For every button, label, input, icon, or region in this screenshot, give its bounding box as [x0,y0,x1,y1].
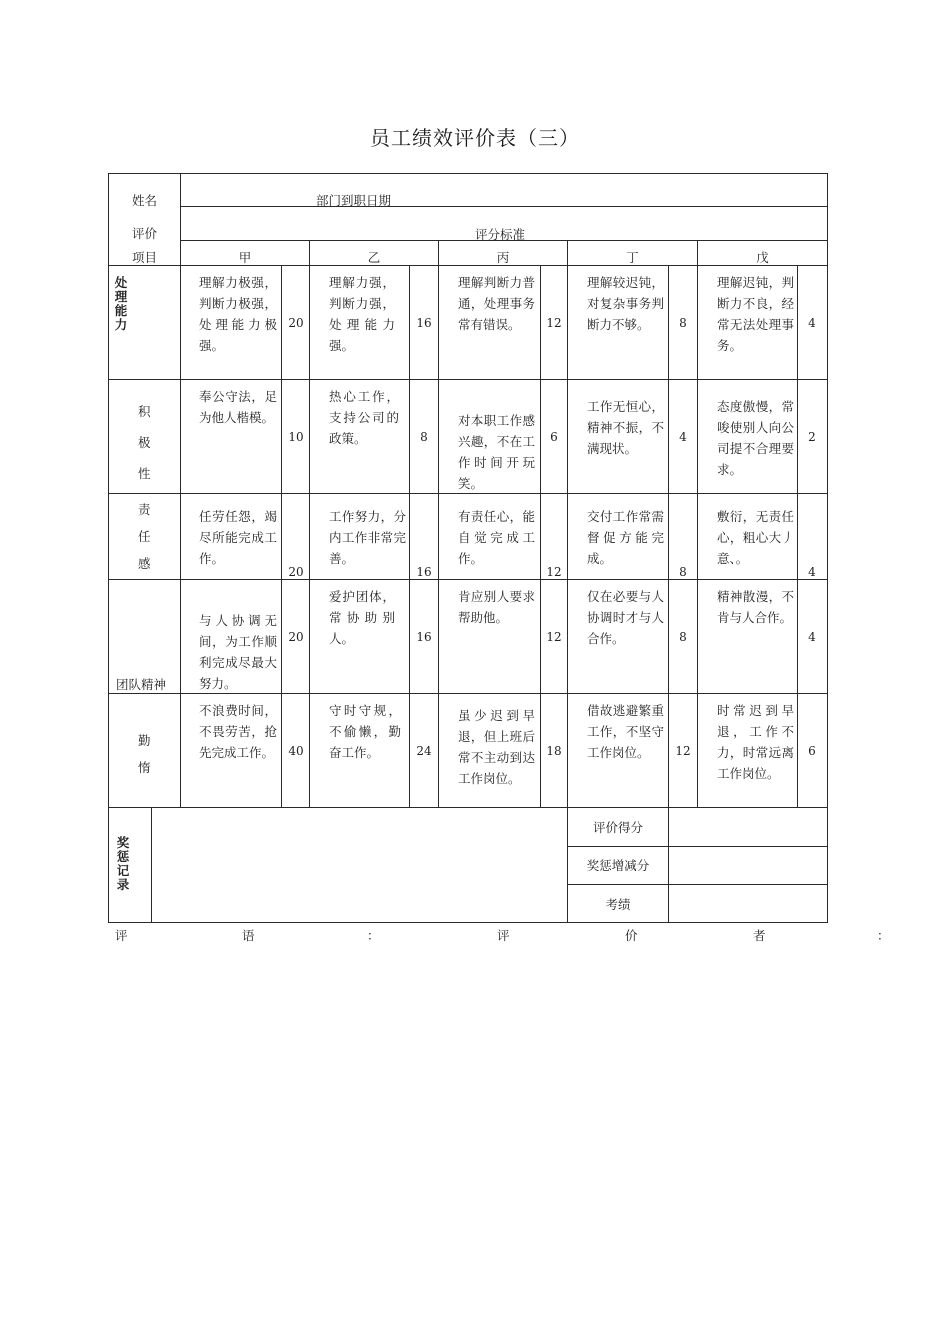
row2-wu-score: 4 [808,565,816,579]
row4-yi-text: 守时守规，不偷懒，勤奋工作。 [329,703,401,760]
row0-yi-score: 16 [416,316,432,330]
row1-ding-text: 工作无恒心，精神不振，不满现状。 [587,399,664,456]
row2-ding-score: 8 [679,565,687,579]
row3-ding-text: 仅在必要与人协调时才与人合作。 [587,589,664,646]
row3-jia-text: 与人协调无间，为工作顺利完成尽最大努力。 [199,613,277,691]
row1-bing-text: 对本职工作感兴趣，不在工作时间开玩笑。 [458,413,535,491]
row0-jia-text: 理解力极强，判断力极强，处理能力极强。 [199,275,277,353]
row4-wu-score: 6 [808,744,816,758]
page-title: 员工绩效评价表（三） [370,126,580,150]
row1-jia-score: 10 [288,430,304,444]
row3-ding-score: 8 [679,630,687,644]
footer-char: 评 [497,928,510,943]
row2-ding-text: 交付工作常需督促方能完成。 [587,509,664,566]
eval-label: 评价 [132,226,158,241]
row3-yi-text: 爱护团体，常协助别人。 [329,589,395,646]
row1-yi-score: 8 [420,430,428,444]
row1-bing-score: 6 [550,430,558,444]
row0-wu-score: 4 [808,316,816,330]
row4-bing-text: 虽少迟到早退，但上班后常不主动到达工作岗位。 [458,708,535,786]
row2-jia-text: 任劳任怨，竭尽所能完成工作。 [199,509,277,566]
row2-yi-text: 工作努力，分内工作非常完善。 [329,509,406,566]
dept-date-label: 部门到职日期 [316,193,392,208]
row4-ding-score: 12 [675,744,691,758]
row-label-teamwork: 团队精神 [116,677,167,692]
footer-char: 评 [115,928,128,943]
row0-bing-text: 理解判断力普通，处理事务常有错误。 [458,275,535,332]
grade-bing: 丙 [496,250,510,265]
grade-ding: 丁 [626,250,639,265]
row2-bing-score: 12 [546,565,562,579]
row0-ding-score: 8 [679,316,687,330]
bonus-value-field[interactable] [669,847,827,884]
row3-yi-score: 16 [416,630,432,644]
grade-yi: 乙 [367,250,381,265]
perf-label: 考绩 [605,897,631,912]
item-label: 项目 [132,250,158,265]
footer-char: 语 [242,928,255,943]
score-value-field[interactable] [669,808,827,846]
perf-value-field[interactable] [669,885,827,922]
row0-wu-text: 理解迟钝，判断力不良，经常无法处理事务。 [717,275,794,353]
row1-yi-text: 热心工作，支持公司的政策。 [329,389,399,446]
row3-bing-text: 肯应别人要求帮助他。 [458,589,535,625]
name-label: 姓名 [132,193,158,208]
row1-jia-text: 奉公守法，足为他人楷模。 [199,389,277,425]
bonus-label: 奖惩增减分 [586,858,650,873]
footer-char: ： [877,928,890,943]
row3-wu-score: 4 [808,630,816,644]
row3-bing-score: 12 [546,630,562,644]
row-label-processing: 处理能力 [114,275,128,332]
row3-wu-text: 精神散漫，不肯与人合作。 [717,589,794,625]
footer-char: 者 [753,928,766,943]
record-label: 奖惩记录 [116,835,130,892]
row0-yi-text: 理解力强，判断力强，处理能力强。 [329,275,395,353]
row2-bing-text: 有责任心，能自觉完成工作。 [458,509,535,566]
score-label: 评价得分 [592,820,643,835]
row4-jia-text: 不浪费时间，不畏劳苦，抢先完成工作。 [199,703,277,760]
row0-ding-text: 理解较迟钝，对复杂事务判断力不够。 [587,275,664,332]
row2-jia-score: 20 [288,565,304,579]
footer-char: ： [367,928,380,943]
record-area[interactable] [152,808,567,922]
row3-jia-score: 20 [288,630,304,644]
footer-char: 价 [625,928,638,943]
row4-wu-text: 时常迟到早退，工作不力，时常远离工作岗位。 [717,703,794,781]
row4-ding-text: 借故逃避繁重工作，不坚守工作岗位。 [587,703,664,760]
row2-yi-score: 16 [416,565,432,579]
row4-jia-score: 40 [288,744,304,758]
row0-bing-score: 12 [546,316,562,330]
row1-wu-score: 2 [808,430,816,444]
row2-wu-text: 敷衍，无责任心，粗心大丿意、。 [717,509,794,566]
row0-jia-score: 20 [288,316,304,330]
row4-bing-score: 18 [546,744,562,758]
row4-yi-score: 24 [416,744,432,758]
grade-jia: 甲 [238,250,252,265]
row1-wu-text: 态度傲慢，常唆使别人向公司提不合理要求。 [717,399,794,477]
grade-wu: 戊 [756,250,769,265]
row1-ding-score: 4 [679,430,687,444]
standard-label: 评分标准 [475,227,526,242]
